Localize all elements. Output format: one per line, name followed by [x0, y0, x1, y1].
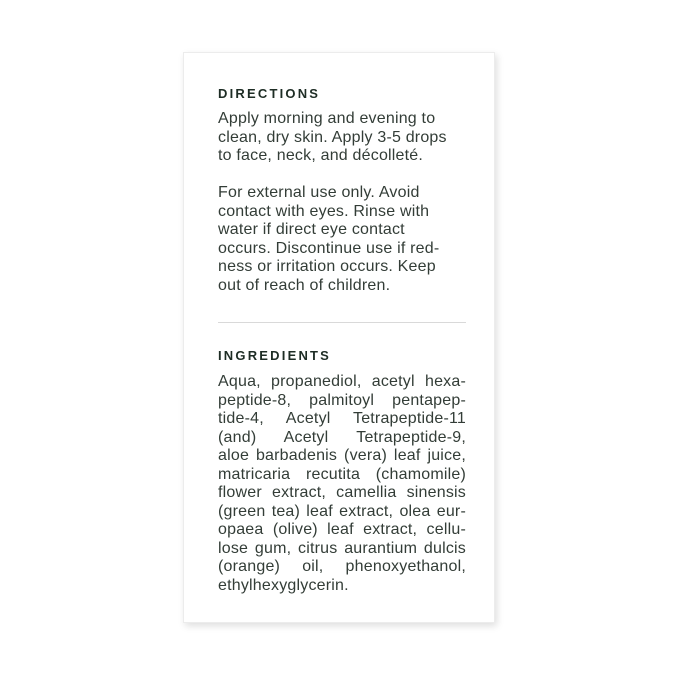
- text-line: matricaria recutita (chamomile): [218, 465, 466, 483]
- text-line: (green tea) leaf extract, olea eur-: [218, 502, 466, 520]
- text-line: (and) Acetyl Tetrapeptide-9,: [218, 428, 466, 446]
- text-line: contact with eyes. Rinse with: [218, 202, 430, 220]
- text-line: tide-4, Acetyl Tetrapeptide-11: [218, 410, 466, 427]
- product-label-card: [183, 52, 495, 623]
- text-line: peptide-8, palmitoyl pentapep-: [218, 391, 466, 409]
- text-line: clean, dry skin. Apply 3-5 drops: [218, 128, 447, 146]
- text-line: ness or irritation occurs. Keep: [218, 258, 436, 275]
- ingredients-paragraph: [218, 373, 466, 595]
- ingredients-heading: INGREDIENTS: [218, 348, 332, 363]
- text-line: out of reach of children.: [218, 276, 391, 294]
- text-line: lose gum, citrus aurantium dulcis: [218, 539, 466, 557]
- text-line: For external use only. Avoid: [218, 184, 420, 201]
- text-line: opaea (olive) leaf extract, cellu-: [218, 521, 466, 538]
- text-line: aloe barbadenis (vera) leaf juice,: [218, 447, 466, 464]
- text-line: to face, neck, and décolleté.: [218, 147, 424, 164]
- text-line: water if direct eye contact: [218, 221, 405, 238]
- text-line: occurs. Discontinue use if red-: [218, 239, 440, 257]
- text-line: ethylhexyglycerin.: [218, 576, 349, 594]
- section-divider: [218, 322, 466, 323]
- text-line: Aqua, propanediol, acetyl hexa-: [218, 373, 466, 390]
- directions-heading: DIRECTIONS: [218, 86, 321, 101]
- text-line: flower extract, camellia sinensis: [218, 484, 466, 501]
- directions-warning-paragraph: [218, 184, 466, 295]
- text-line: (orange) oil, phenoxyethanol,: [218, 558, 466, 575]
- directions-usage-paragraph: [218, 110, 466, 166]
- text-line: Apply morning and evening to: [218, 110, 436, 127]
